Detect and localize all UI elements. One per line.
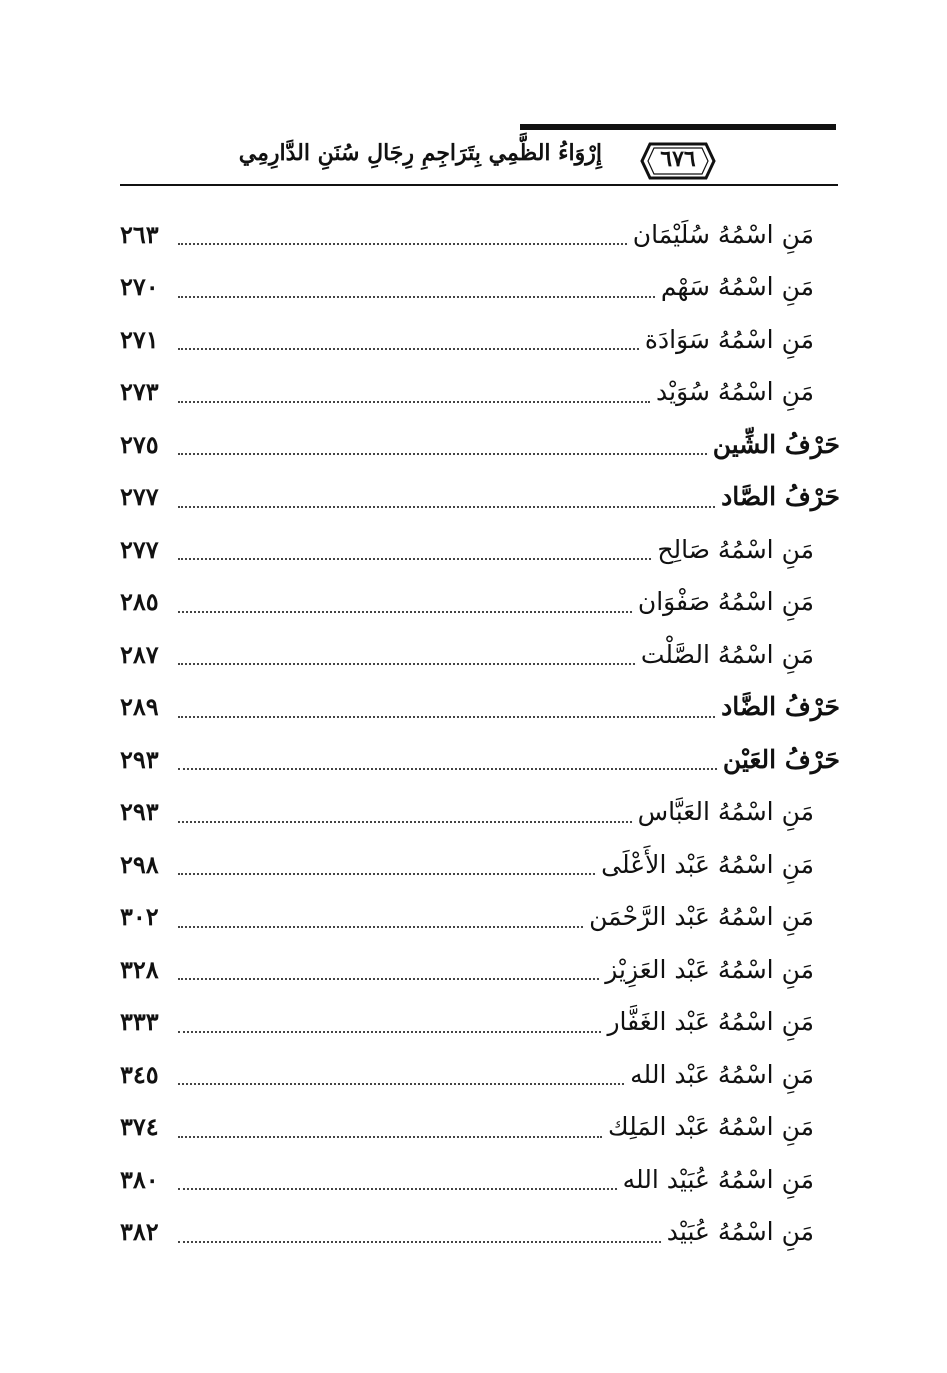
dot-leader <box>178 401 650 403</box>
toc-page-number: ٣٢٨ <box>120 954 159 984</box>
toc-section-heading <box>120 733 840 786</box>
toc-entry-title: مَنِ اسْمُهُ عَبْد الغَفَّار <box>607 1007 814 1037</box>
table-of-contents <box>120 208 840 1258</box>
toc-entry-title: مَنِ اسْمُهُ سُلَيْمَان <box>632 219 814 249</box>
dot-leader <box>178 1188 617 1190</box>
toc-entry-title: مَنِ اسْمُهُ عَبْد الرَّحْمَن <box>589 902 814 932</box>
toc-entry <box>120 786 840 839</box>
toc-entry <box>120 943 840 996</box>
toc-entry <box>120 628 840 681</box>
toc-page-number: ٢٩٨ <box>120 849 159 879</box>
toc-page-number: ٢٧٧ <box>120 482 159 512</box>
dot-leader <box>178 1031 601 1033</box>
dot-leader <box>178 506 715 508</box>
toc-entry <box>120 838 840 891</box>
toc-page-number: ٢٨٩ <box>120 692 159 722</box>
toc-entry-title: مَنِ اسْمُهُ سَوَادَة <box>644 324 814 354</box>
toc-entry-title: مَنِ اسْمُهُ عَبْد المَلِك <box>608 1112 814 1142</box>
toc-section-heading <box>120 681 840 734</box>
header-top-rule <box>520 124 836 130</box>
toc-page-number: ٢٩٣ <box>120 797 159 827</box>
toc-page-number: ٣٨٢ <box>120 1217 159 1247</box>
toc-page-number: ٣٧٤ <box>120 1112 159 1142</box>
toc-entry <box>120 1153 840 1206</box>
dot-leader <box>178 1083 624 1085</box>
toc-entry <box>120 1206 840 1259</box>
dot-leader <box>178 873 595 875</box>
toc-page-number: ٢٨٥ <box>120 587 159 617</box>
running-book-title: إِرْوَاءُ الظَّمِي بِتَرَاجِمِ رِجَالِ سُنَنِ الدَّارِمِي <box>238 140 602 166</box>
toc-entry-title: مَنِ اسْمُهُ صَالِح <box>657 534 814 564</box>
toc-entry-title: مَنِ اسْمُهُ عَبْد الأَعْلَى <box>601 849 814 879</box>
toc-entry-title: مَنِ اسْمُهُ عُبَيْد الله <box>622 1164 814 1194</box>
dot-leader <box>178 243 627 245</box>
toc-entry <box>120 576 840 629</box>
page-number-badge <box>640 140 716 182</box>
toc-entry <box>120 1101 840 1154</box>
toc-page-number: ٢٧١ <box>120 324 159 354</box>
toc-entry-title: مَنِ اسْمُهُ سَهْم <box>660 272 814 302</box>
toc-entry-title: مَنِ اسْمُهُ صَفْوَان <box>637 587 814 617</box>
toc-entry-title: حَرْفُ الشِّين <box>712 429 840 459</box>
toc-entry-title: حَرْفُ العَيْن <box>722 744 840 774</box>
toc-page-number: ٢٧٥ <box>120 429 159 459</box>
toc-page-number: ٣٨٠ <box>120 1164 159 1194</box>
toc-entry <box>120 366 840 419</box>
dot-leader <box>178 768 717 770</box>
toc-entry-title: مَنِ اسْمُهُ العَبَّاس <box>637 797 814 827</box>
toc-page-number: ٢٧٠ <box>120 272 159 302</box>
toc-page-number: ٢٦٣ <box>120 219 159 249</box>
toc-entry <box>120 996 840 1049</box>
toc-page-number: ٣٠٢ <box>120 902 159 932</box>
toc-page-number: ٢٧٧ <box>120 534 159 564</box>
toc-entry <box>120 891 840 944</box>
dot-leader <box>178 296 655 298</box>
toc-page-number: ٢٩٣ <box>120 744 159 774</box>
dot-leader <box>178 348 639 350</box>
toc-page-number: ٢٧٣ <box>120 377 159 407</box>
dot-leader <box>178 611 632 613</box>
toc-entry <box>120 313 840 366</box>
dot-leader <box>178 1136 602 1138</box>
toc-entry-title: مَنِ اسْمُهُ الصَّلْت <box>640 639 814 669</box>
toc-entry-title: حَرْفُ الضَّاد <box>721 692 840 722</box>
dot-leader <box>178 1241 661 1243</box>
dot-leader <box>178 663 635 665</box>
dot-leader <box>178 558 651 560</box>
dot-leader <box>178 453 707 455</box>
toc-entry-title: مَنِ اسْمُهُ سُوَيْد <box>655 377 814 407</box>
toc-page-number: ٣٣٣ <box>120 1007 159 1037</box>
toc-entry <box>120 208 840 261</box>
toc-section-heading <box>120 471 840 524</box>
toc-entry-title: حَرْفُ الصَّاد <box>721 482 840 512</box>
toc-entry-title: مَنِ اسْمُهُ عَبْد العَزِيْز <box>605 954 814 984</box>
dot-leader <box>178 978 599 980</box>
toc-section-heading <box>120 418 840 471</box>
dot-leader <box>178 716 715 718</box>
toc-entry <box>120 523 840 576</box>
dot-leader <box>178 821 632 823</box>
toc-page-number: ٢٨٧ <box>120 639 159 669</box>
dot-leader <box>178 926 583 928</box>
toc-page-number: ٣٤٥ <box>120 1059 159 1089</box>
toc-entry-title: مَنِ اسْمُهُ عُبَيْد <box>666 1217 814 1247</box>
header-bottom-rule <box>120 184 838 186</box>
toc-entry <box>120 261 840 314</box>
toc-entry <box>120 1048 840 1101</box>
page-number: ٦٧٦ <box>660 146 696 172</box>
toc-entry-title: مَنِ اسْمُهُ عَبْد الله <box>630 1059 814 1089</box>
